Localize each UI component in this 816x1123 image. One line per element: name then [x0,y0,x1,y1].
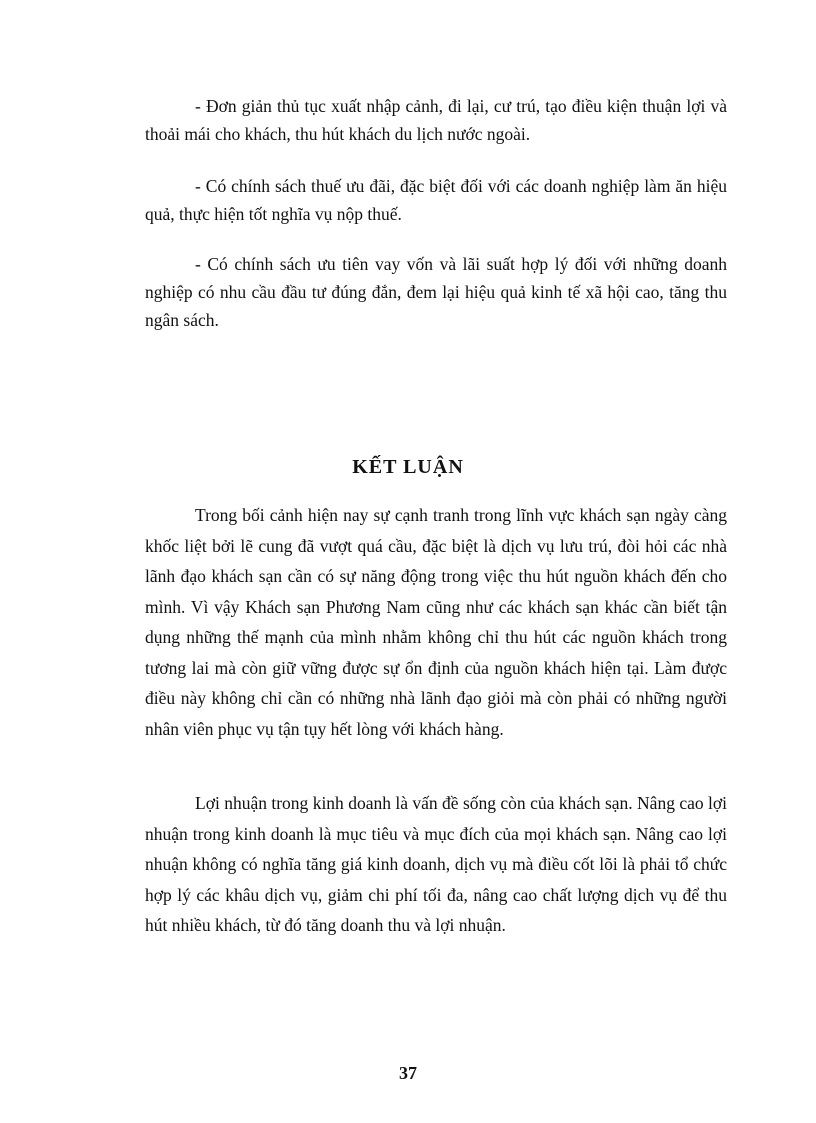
conclusion-paragraph: Trong bối cảnh hiện nay sự cạnh tranh trong lĩnh vực khách sạn ngày càng khốc liệt bởi lẽ cung đã vượt quá cầu, đặc biệt là dịch vụ lưu trú, đòi hỏi các nhà lãnh đạo khách sạn cần có sự năng động trong việc thu hút nguồn khách đến cho mình. Vì vậy Khách sạn Phương Nam cũng như các khách sạn khác cần biết tận dụng những thế mạnh của mình nhằm không chỉ thu hút các nguồn khách trong tương lai mà còn giữ vững được sự ổn định của nguồn khách hiện tại. Làm được điều này không chỉ cần có những nhà lãnh đạo giỏi mà còn phải có những người nhân viên phục vụ tận tụy hết lòng với khách hàng. [145,505,727,739]
bullet-paragraph: - Đơn giản thủ tục xuất nhập cảnh, đi lại, cư trú, tạo điều kiện thuận lợi và thoải mái cho khách, thu hút khách du lịch nước ngoài. [145,96,727,144]
conclusion-paragraph: Lợi nhuận trong kinh doanh là vấn đề sống còn của khách sạn. Nâng cao lợi nhuận trong kinh doanh là mục tiêu và mục đích của mọi khách sạn. Nâng cao lợi nhuận không có nghĩa tăng giá kinh doanh, dịch vụ mà điều cốt lõi là phải tổ chức hợp lý các khâu dịch vụ, giảm chi phí tối đa, nâng cao chất lượng dịch vụ để thu hút nhiều khách, từ đó tăng doanh thu và lợi nhuận. [145,793,727,935]
bullet-paragraph: - Có chính sách ưu tiên vay vốn và lãi suất hợp lý đối với những doanh nghiệp có nhu cầu đầu tư đúng đắn, đem lại hiệu quả kinh tế xã hội cao, tăng thu ngân sách. [145,254,727,330]
section-heading: KẾT LUẬN [352,456,464,478]
page-number: 37 [399,1063,417,1083]
bullet-paragraph: - Có chính sách thuế ưu đãi, đặc biệt đối với các doanh nghiệp làm ăn hiệu quả, thực hiện tốt nghĩa vụ nộp thuế. [145,176,727,224]
